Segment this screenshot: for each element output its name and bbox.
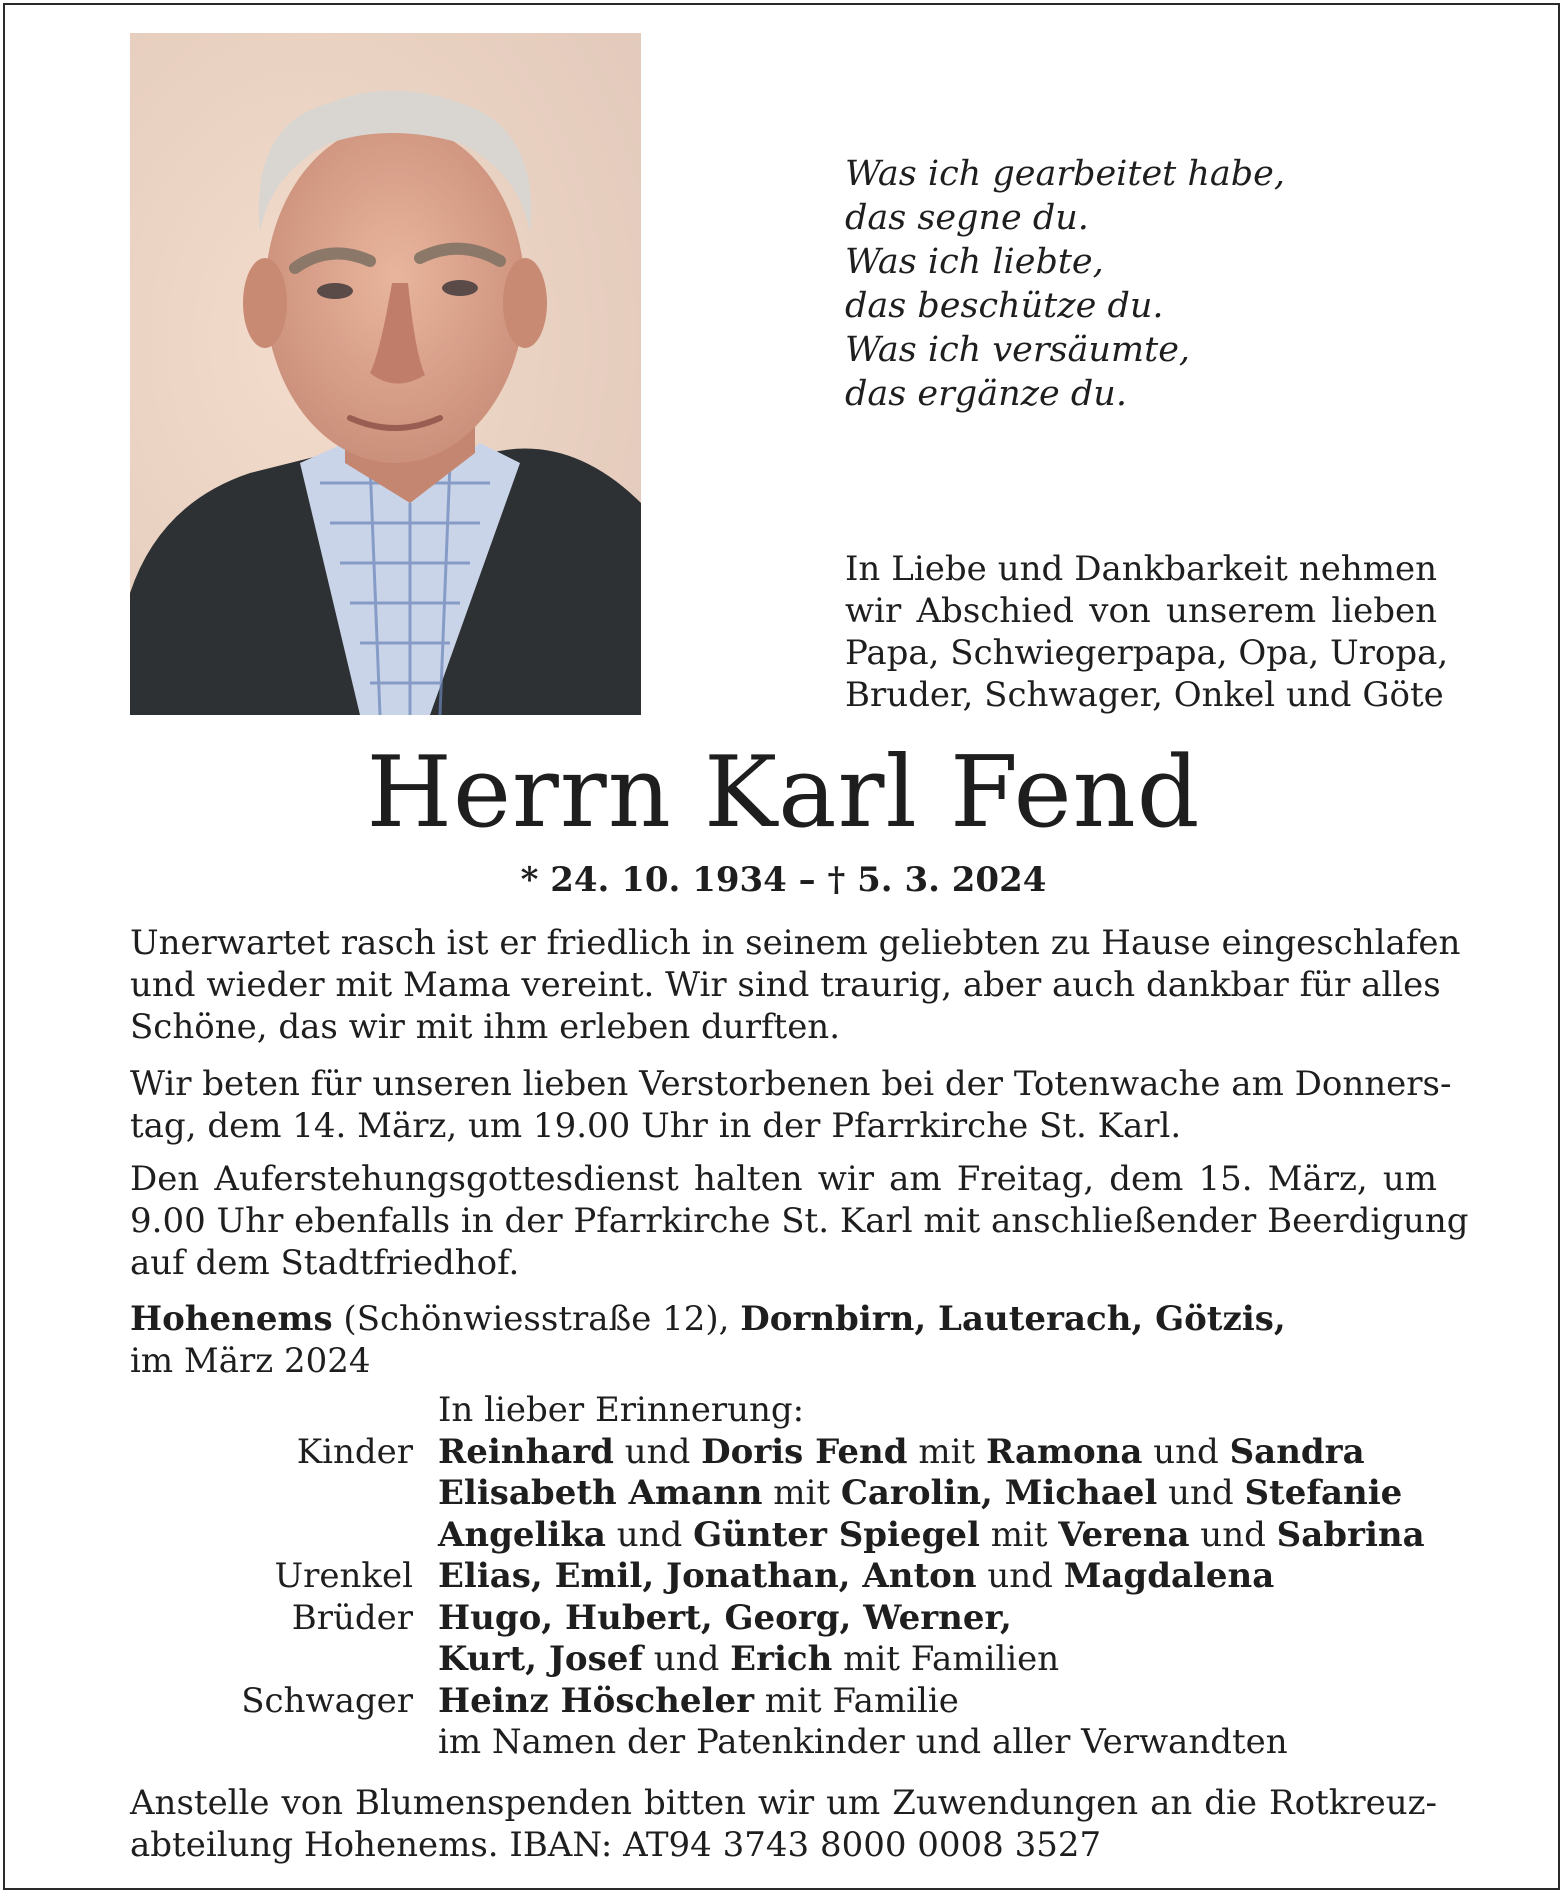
mourner-name: Günter Spiegel xyxy=(693,1514,980,1555)
text-line: Den Auferstehungsgottesdienst halten wir am Freitag, dem 15. März, um xyxy=(130,1159,1437,1199)
mourner-row xyxy=(130,1515,1437,1557)
deceased-name: Herrn Karl Fend xyxy=(366,736,1201,850)
mourner-name: Reinhard xyxy=(438,1431,614,1472)
other-towns: Dornbirn, Lauterach, Götzis, xyxy=(740,1299,1286,1339)
date-line: im März 2024 xyxy=(130,1341,371,1381)
donation-note xyxy=(130,1782,1437,1866)
mourner-name: Elisabeth Amann xyxy=(438,1473,763,1513)
mourner-name: Carolin, Michael xyxy=(840,1473,1158,1513)
poem-line: Was ich liebte, xyxy=(845,242,1104,282)
text-line: Wir beten für unseren lieben Verstorbenen bei der Totenwache am Donners- xyxy=(130,1064,1452,1104)
mourner-row xyxy=(130,1639,1437,1681)
mourner-row xyxy=(130,1722,1437,1764)
text-line: Schöne, das wir mit ihm erleben durften. xyxy=(130,1007,841,1047)
paragraph-wake xyxy=(130,1063,1452,1147)
intro-line: Papa, Schwiegerpapa, Opa, Uropa, xyxy=(845,633,1449,673)
mourner-names xyxy=(438,1598,1012,1640)
poem xyxy=(845,152,1285,416)
connector-text: und xyxy=(1142,1431,1230,1472)
text-line: und wieder mit Mama vereint. Wir sind traurig, aber auch dankbar für alles xyxy=(130,965,1441,1005)
intro-line: Bruder, Schwager, Onkel und Göte xyxy=(845,675,1444,715)
relation-label xyxy=(130,1722,413,1764)
connector-text: mit Familie xyxy=(754,1680,959,1721)
text-line: tag, dem 14. März, um 19.00 Uhr in der Pfarrkirche St. Karl. xyxy=(130,1106,1182,1146)
portrait-photo xyxy=(130,33,641,715)
connector-text: im Namen der Patenkinder und aller Verwandten xyxy=(438,1722,1288,1762)
mourner-name: Sabrina xyxy=(1276,1514,1425,1555)
mourner-row xyxy=(130,1598,1437,1640)
connector-text: mit xyxy=(907,1431,986,1472)
text-line: Unerwartet rasch ist er friedlich in seinem geliebten zu Hause eingeschlafen xyxy=(130,923,1461,963)
mourner-name: Ramona xyxy=(985,1431,1143,1472)
connector-text: mit Familien xyxy=(832,1639,1060,1679)
memory-heading-row xyxy=(130,1390,1437,1432)
relation-label: Kinder xyxy=(296,1431,413,1472)
mourner-names xyxy=(438,1432,1365,1474)
farewell-intro xyxy=(845,548,1449,716)
paragraph-funeral xyxy=(130,1158,1469,1284)
relation-label xyxy=(130,1473,413,1515)
text-line: auf dem Stadtfriedhof. xyxy=(130,1243,520,1283)
mourner-row xyxy=(130,1432,1437,1474)
intro-line: In Liebe und Dankbarkeit nehmen xyxy=(845,549,1437,589)
mourner-names xyxy=(438,1515,1425,1557)
relation-label: Urenkel xyxy=(274,1556,413,1596)
mourner-names xyxy=(438,1722,1288,1764)
mourner-name: Doris Fend xyxy=(701,1431,908,1472)
text-line: 9.00 Uhr ebenfalls in der Pfarrkirche St. Karl mit anschließender Beerdigung xyxy=(130,1201,1469,1241)
relation-label xyxy=(130,1515,413,1557)
memory-heading: In lieber Erinnerung: xyxy=(438,1390,805,1430)
mourner-name: Erich xyxy=(730,1639,833,1679)
paragraph-passing xyxy=(130,922,1461,1048)
mourner-name: Magdalena xyxy=(1063,1556,1275,1596)
mourner-name: Heinz Höscheler xyxy=(438,1680,754,1721)
intro-line: wir Abschied von unserem lieben xyxy=(845,591,1437,631)
places-line xyxy=(130,1298,1437,1340)
relation-label: Brüder xyxy=(291,1597,413,1638)
connector-text: und xyxy=(1157,1473,1245,1513)
mourner-row xyxy=(130,1473,1437,1515)
address: (Schönwiesstraße 12), xyxy=(332,1299,741,1339)
poem-line: das beschütze du. xyxy=(845,286,1164,326)
poem-line: Was ich versäumte, xyxy=(845,330,1191,370)
mourner-name: Verena xyxy=(1058,1514,1190,1555)
mourner-name: Kurt, Josef xyxy=(438,1639,643,1679)
connector-text: mit xyxy=(979,1514,1059,1555)
connector-text: und xyxy=(976,1556,1064,1596)
connector-text: und xyxy=(642,1639,731,1679)
mourner-name: Angelika xyxy=(438,1514,606,1555)
connector-text: mit xyxy=(762,1473,841,1513)
town-name: Hohenems xyxy=(130,1299,333,1339)
connector-text: und xyxy=(1189,1514,1277,1555)
mourner-names xyxy=(438,1639,1059,1681)
mourner-names xyxy=(438,1473,1402,1515)
mourners-list xyxy=(130,1390,1437,1764)
life-dates: * 24. 10. 1934 – † 5. 3. 2024 xyxy=(520,860,1047,900)
mourner-name: Stefanie xyxy=(1244,1473,1403,1513)
connector-text: und xyxy=(613,1431,702,1472)
relation-label xyxy=(130,1639,413,1681)
relation-label: Schwager xyxy=(241,1680,413,1721)
footer-line: abteilung Hohenems. IBAN: AT94 3743 8000 0008 3527 xyxy=(130,1825,1102,1865)
poem-line: das segne du. xyxy=(845,198,1089,238)
mourner-name: Elias, Emil, Jonathan, Anton xyxy=(438,1556,977,1596)
mourner-names xyxy=(438,1556,1274,1598)
poem-line: Was ich gearbeitet habe, xyxy=(845,154,1285,194)
mourner-row xyxy=(130,1681,1437,1723)
mourner-name: Hugo, Hubert, Georg, Werner, xyxy=(438,1597,1012,1638)
mourner-name: Sandra xyxy=(1229,1431,1365,1472)
mourner-names xyxy=(438,1681,959,1723)
mourner-row xyxy=(130,1556,1437,1598)
poem-line: das ergänze du. xyxy=(845,374,1127,414)
connector-text: und xyxy=(605,1514,694,1555)
footer-line: Anstelle von Blumenspenden bitten wir um Zuwendungen an die Rotkreuz- xyxy=(130,1783,1437,1823)
places-and-date xyxy=(130,1298,1437,1382)
